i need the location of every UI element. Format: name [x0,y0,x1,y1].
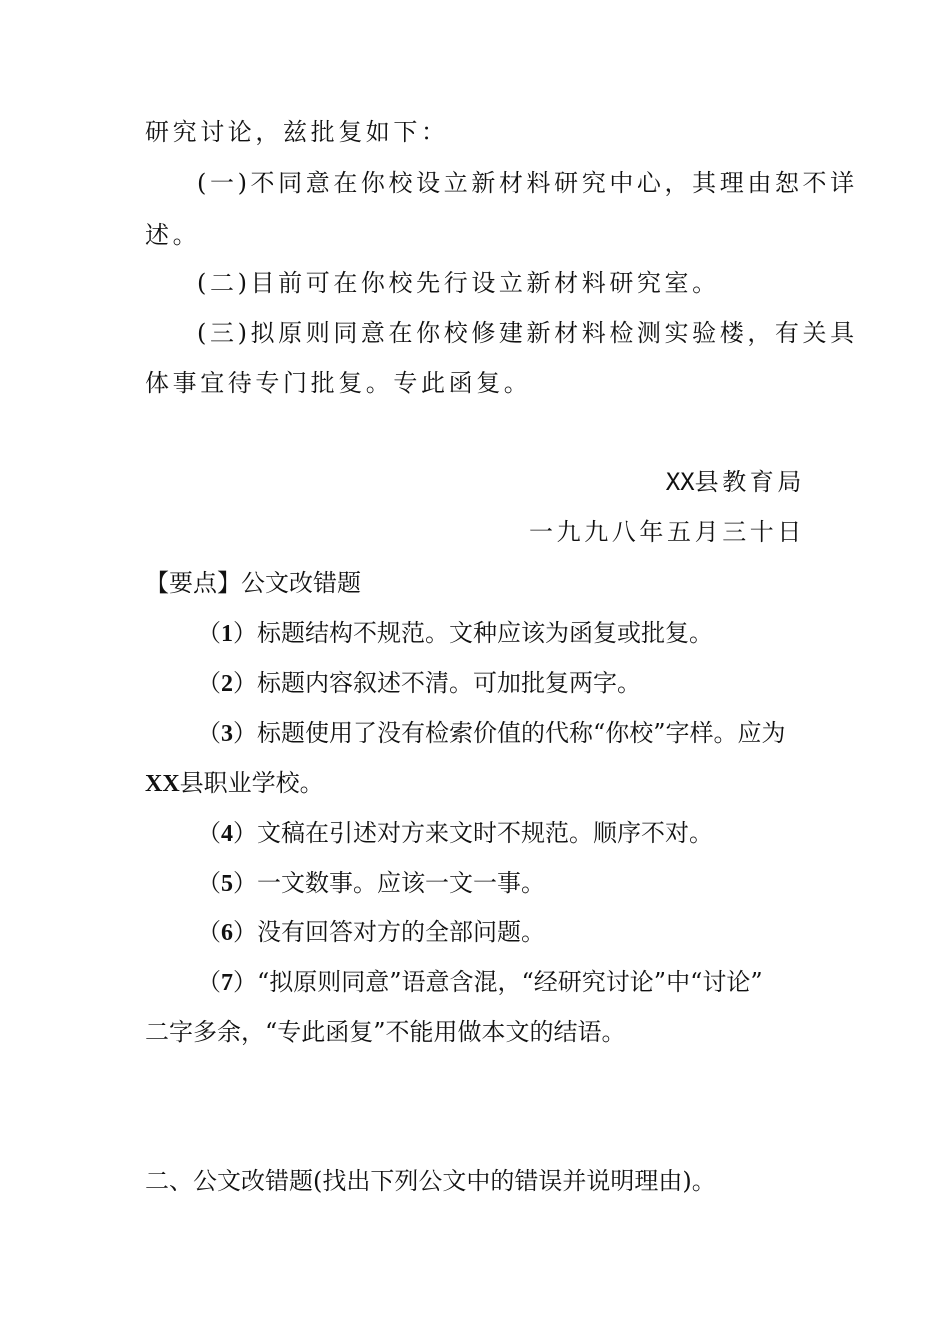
close-paren: ） [233,619,257,647]
close-paren: ） [233,669,257,697]
signature-date: 一九九八年五月三十日 [529,518,805,546]
reply-item-3: (三)拟原则同意在你校修建新材料检测实验楼，有关具 [197,319,858,347]
close-paren: ） [233,968,257,996]
point-number: 2 [221,671,233,697]
point-number: 3 [221,721,233,747]
reply-item-3-continued: 体事宜待专门批复。专此函复。 [145,369,532,397]
point-item-2 [197,667,641,700]
open-paren: （ [197,968,221,996]
reply-item-2: (二)目前可在你校先行设立新材料研究室。 [197,269,720,297]
point-item-3 [197,717,786,750]
point-text: 没有回答对方的全部问题。 [257,918,545,946]
signature-org-prefix: XX [665,468,695,496]
point-number: 6 [221,920,233,946]
point-item-7 [197,966,763,999]
point-item-7-continued: 二字多余，“专此函复”不能用做本文的结语。 [145,1018,626,1046]
point-text: 标题内容叙述不清。可加批复两字。 [257,669,641,697]
point-text: 文稿在引述对方来文时不规范。顺序不对。 [257,819,713,847]
point-item-4 [197,817,713,850]
school-name: 县职业学校。 [179,769,324,797]
point-number: 4 [221,821,233,847]
reply-item-1: (一)不同意在你校设立新材料研究中心，其理由恕不详 [197,169,858,197]
close-paren: ） [233,869,257,897]
open-paren: （ [197,619,221,647]
point-text: “拟原则同意”语意含混，“经研究讨论”中“讨论” [257,968,763,996]
close-paren: ） [233,719,257,747]
school-prefix: XX [145,771,180,797]
point-text: 标题结构不规范。文种应该为函复或批复。 [257,619,713,647]
point-number: 5 [221,871,233,897]
close-paren: ） [233,918,257,946]
point-number: 7 [221,970,233,996]
close-paren: ） [233,819,257,847]
open-paren: （ [197,819,221,847]
point-text: 标题使用了没有检索价值的代称“你校”字样。应为 [257,719,786,747]
reply-line-1: 研究讨论，兹批复如下： [145,118,449,146]
signature-organization [666,466,805,498]
points-heading: 【要点】公文改错题 [145,569,361,597]
open-paren: （ [197,719,221,747]
point-item-6 [197,916,545,949]
reply-item-1-continued: 述。 [145,221,201,249]
open-paren: （ [197,869,221,897]
point-item-3-continued [145,767,324,800]
point-number: 1 [221,621,233,647]
open-paren: （ [197,918,221,946]
point-text: 一文数事。应该一文一事。 [257,869,545,897]
section-2-heading: 二、公文改错题(找出下列公文中的错误并说明理由)。 [145,1167,716,1195]
point-item-5 [197,867,545,900]
open-paren: （ [197,669,221,697]
signature-org-name: 县教育局 [694,468,805,496]
point-item-1 [197,617,713,650]
